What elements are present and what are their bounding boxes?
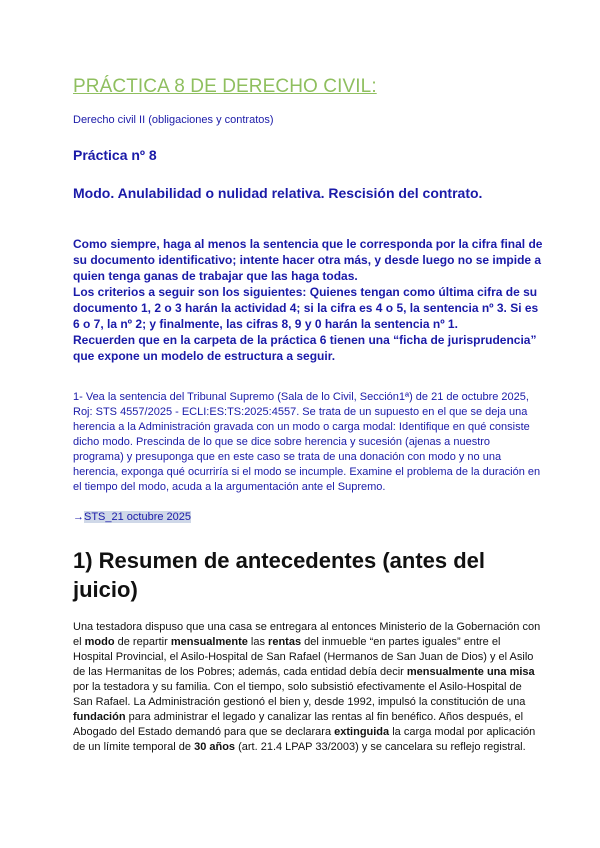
instruction-paragraph-1: Como siempre, haga al menos la sentencia que le corresponda por la cifra final de su documento identificativo; intente hacer otra más, y desde luego no se impide a quien tenga ganas de trabajar que las haga todas. xyxy=(73,237,543,283)
instructions-block xyxy=(73,236,543,364)
summary-bold-term: mensualmente xyxy=(170,636,248,648)
summary-bold-term: mensualmente una misa xyxy=(406,666,535,678)
practice-topic: Modo. Anulabilidad o nulidad relativa. Rescisión del contrato. xyxy=(73,185,483,201)
summary-text-run: (art. 21.4 LPAP 33/2003) y se cancelara su reflejo registral. xyxy=(235,741,526,753)
summary-text-run: la carga modal por aplicación de un límite temporal de xyxy=(73,726,536,753)
instruction-paragraph-3: Recuerden que en la carpeta de la práctica 6 tienen una “ficha de jurisprudencia” que expone un modelo de estructura a seguir. xyxy=(73,333,537,363)
summary-bold-term: fundación xyxy=(73,711,126,723)
subject-line: Derecho civil II (obligaciones y contratos) xyxy=(73,114,274,126)
summary-text-run: las xyxy=(247,636,269,648)
summary-bold-term: extinguida xyxy=(334,726,390,738)
arrow-icon: → xyxy=(73,511,84,523)
summary-text-run: Una testadora dispuso que una casa se entregara al entonces Ministerio de la Gobernación con el xyxy=(73,621,541,648)
summary-text-run: para administrar el legado y canalizar las rentas al fin benéfico. Años después, el Abogado del Estado demandó para que se declarara xyxy=(73,711,524,738)
summary-bold-term: modo xyxy=(84,636,115,648)
sts-link-line xyxy=(73,511,191,523)
instruction-paragraph-2: Los criterios a seguir son los siguientes: Quienes tengan como última cifra de su documento 1, 2 o 3 harán la actividad 4; si la cifra es 4 o 5, la sentencia nº 3. Si es 6 o 7, la nº 2; y finalmente, las cifras 8, 9 y 0 harán la sentencia nº 1. xyxy=(73,285,539,331)
activity-1-text: 1- Vea la sentencia del Tribunal Supremo (Sala de lo Civil, Sección1ª) de 21 de octubre 2025, Roj: STS 4557/2025 - ECLI:ES:TS:2025:4557. Se trata de un supuesto en el que se deja una herencia a la Administración gravada con un modo o carga modal: Identifique en qué consiste dicho modo. Prescinda de lo que se dice sobre herencia y sucesión (ajenas a nuestro programa) y presuponga que en este caso se trata de una donación con modo y no una herencia, exponga qué ocurriría si el modo se incumple. Examine el problema de la duración en el tiempo del modo, acuda a la argumentación ante el Supremo. xyxy=(73,391,541,493)
summary-text-run: de repartir xyxy=(114,636,171,648)
summary-bold-term: rentas xyxy=(268,636,302,648)
summary-text-run: por la testadora y su familia. Con el tiempo, solo subsistió efectivamente el Asilo-Hospital de San Rafael. La Administración gestionó el bien y, desde 1992, impulsó la constitución de una xyxy=(73,681,526,708)
sts-document-link[interactable]: STS_21 octubre 2025 xyxy=(84,511,192,523)
section-heading: 1) Resumen de antecedentes (antes del juicio) xyxy=(73,548,486,602)
summary-paragraph xyxy=(73,620,543,755)
document-title: PRÁCTICA 8 DE DERECHO CIVIL: xyxy=(73,76,377,97)
summary-bold-term: 30 años xyxy=(194,741,236,753)
summary-text-run: del inmueble “en partes iguales” entre el Hospital Provincial, el Asilo-Hospital de San Rafael (Hermanos de San Juan de Dios) y el Asilo de las Hermanitas de los Pobres; además, cada entidad debía decir xyxy=(73,636,534,678)
practice-label: Práctica nº 8 xyxy=(73,147,157,163)
